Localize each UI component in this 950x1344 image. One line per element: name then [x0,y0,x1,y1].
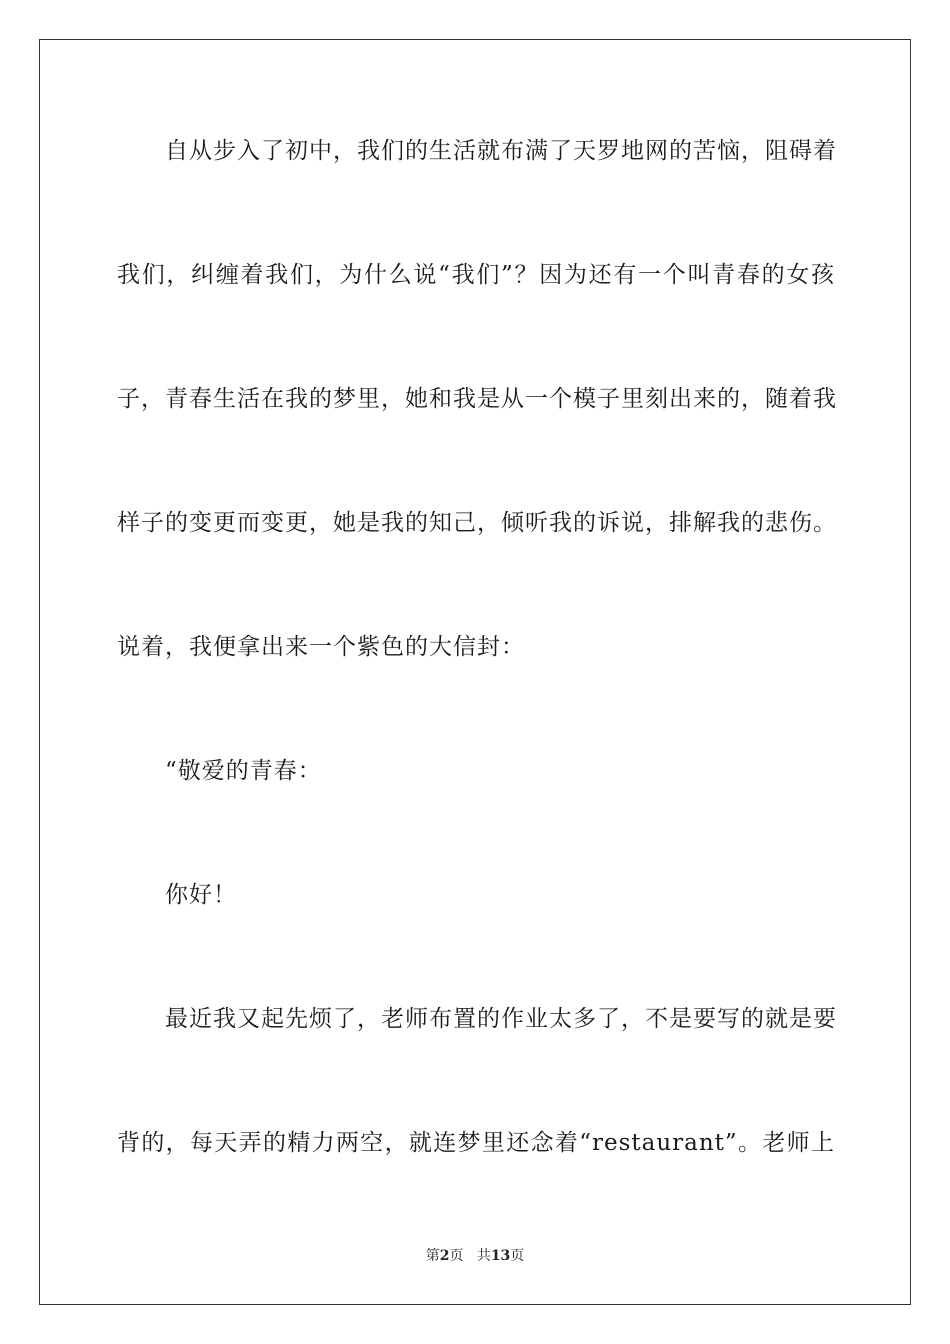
paragraph-line-4: 样子的变更而变更，她是我的知己，倾听我的诉说，排解我的悲伤。 [117,510,837,536]
footer-page-suffix: 页 [449,1248,464,1264]
footer-page-number: 2 [439,1248,450,1264]
paragraph-line-2: 我们，纠缠着我们，为什么说“我们”？因为还有一个叫青春的女孩 [117,262,835,288]
footer-total-number: 13 [490,1248,511,1264]
paragraph-line-1: 自从步入了初中，我们的生活就布满了天罗地网的苦恼，阻碍着 [165,138,837,164]
paragraph-line-9: 背的，每天弄的精力两空，就连梦里还念着“restaurant”。老师上 [117,1130,835,1156]
letter-salutation: “敬爱的青春： [165,758,322,784]
paragraph-line-8: 最近我又起先烦了，老师布置的作业太多了，不是要写的就是要 [165,1006,837,1032]
footer-page-prefix: 第 [425,1248,440,1264]
footer-total-suffix: 页 [510,1248,525,1264]
page-frame [39,39,911,1305]
letter-greeting: 你好！ [165,882,237,908]
paragraph-line-5: 说着，我便拿出来一个紫色的大信封： [117,634,525,660]
page-footer [0,1247,950,1265]
footer-total-prefix: 共 [476,1248,491,1264]
paragraph-line-3: 子，青春生活在我的梦里，她和我是从一个模子里刻出来的，随着我 [117,386,837,412]
